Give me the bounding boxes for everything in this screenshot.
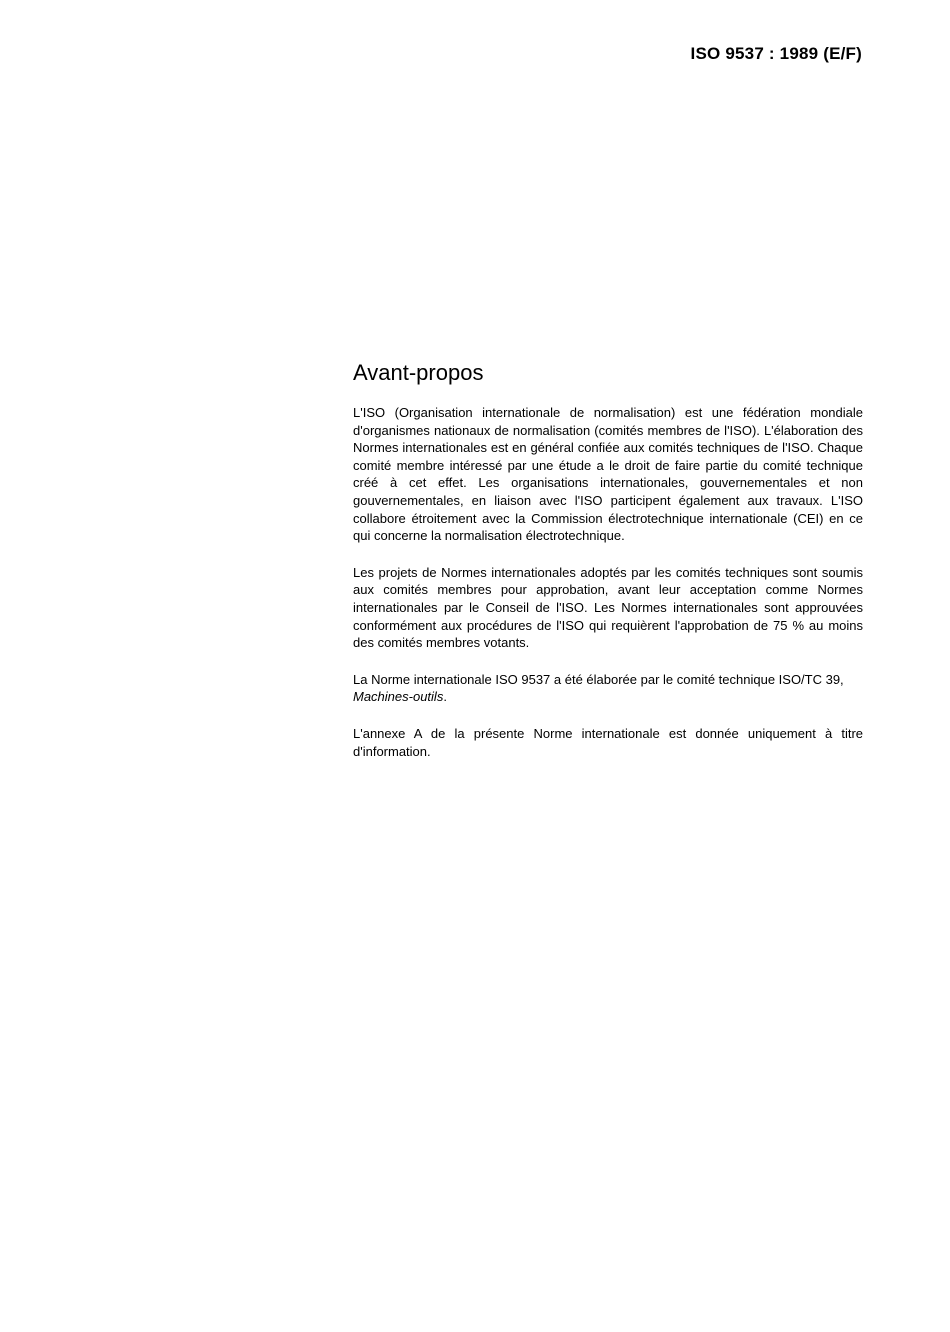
foreword-section — [353, 360, 863, 779]
paragraph-1: L'ISO (Organisation internationale de normalisation) est une fédération mondiale d'organismes nationaux de normalisation (comités membres de l'ISO). L'élaboration des Normes internationales est en général confiée aux comités techniques de l'ISO. Chaque comité membre intéressé par une étude a le droit de faire partie du comité technique créé à cet effet. Les organisations internationales, gouvernementales et non gouvernementales, en liaison avec l'ISO participent également aux travaux. L'ISO collabore étroitement avec la Commission électrotechnique internationale (CEI) en ce qui concerne la normalisation électrotechnique. — [353, 405, 863, 544]
paragraph-3-text: La Norme internationale ISO 9537 a été élaborée par le comité technique ISO/TC 39, — [353, 671, 844, 687]
committee-name: Machines-outils — [353, 689, 444, 705]
paragraph-3-end: . — [443, 689, 447, 705]
paragraph-2: Les projets de Normes internationales adoptés par les comités techniques sont soumis aux comités membres pour approbation, avant leur acceptation comme Normes internationales par le Conseil de l'ISO. Les Normes internationales sont approuvées conformément aux procédures de l'ISO qui requièrent l'approbation de 75 % au moins des comités membres votants. — [353, 564, 863, 651]
document-reference: ISO 9537 : 1989 (E/F) — [690, 44, 862, 63]
section-title: Avant-propos — [353, 360, 484, 385]
paragraph-4: L'annexe A de la présente Norme internationale est donnée uniquement à titre d'information. — [353, 725, 863, 759]
paragraph-3 — [353, 671, 863, 706]
